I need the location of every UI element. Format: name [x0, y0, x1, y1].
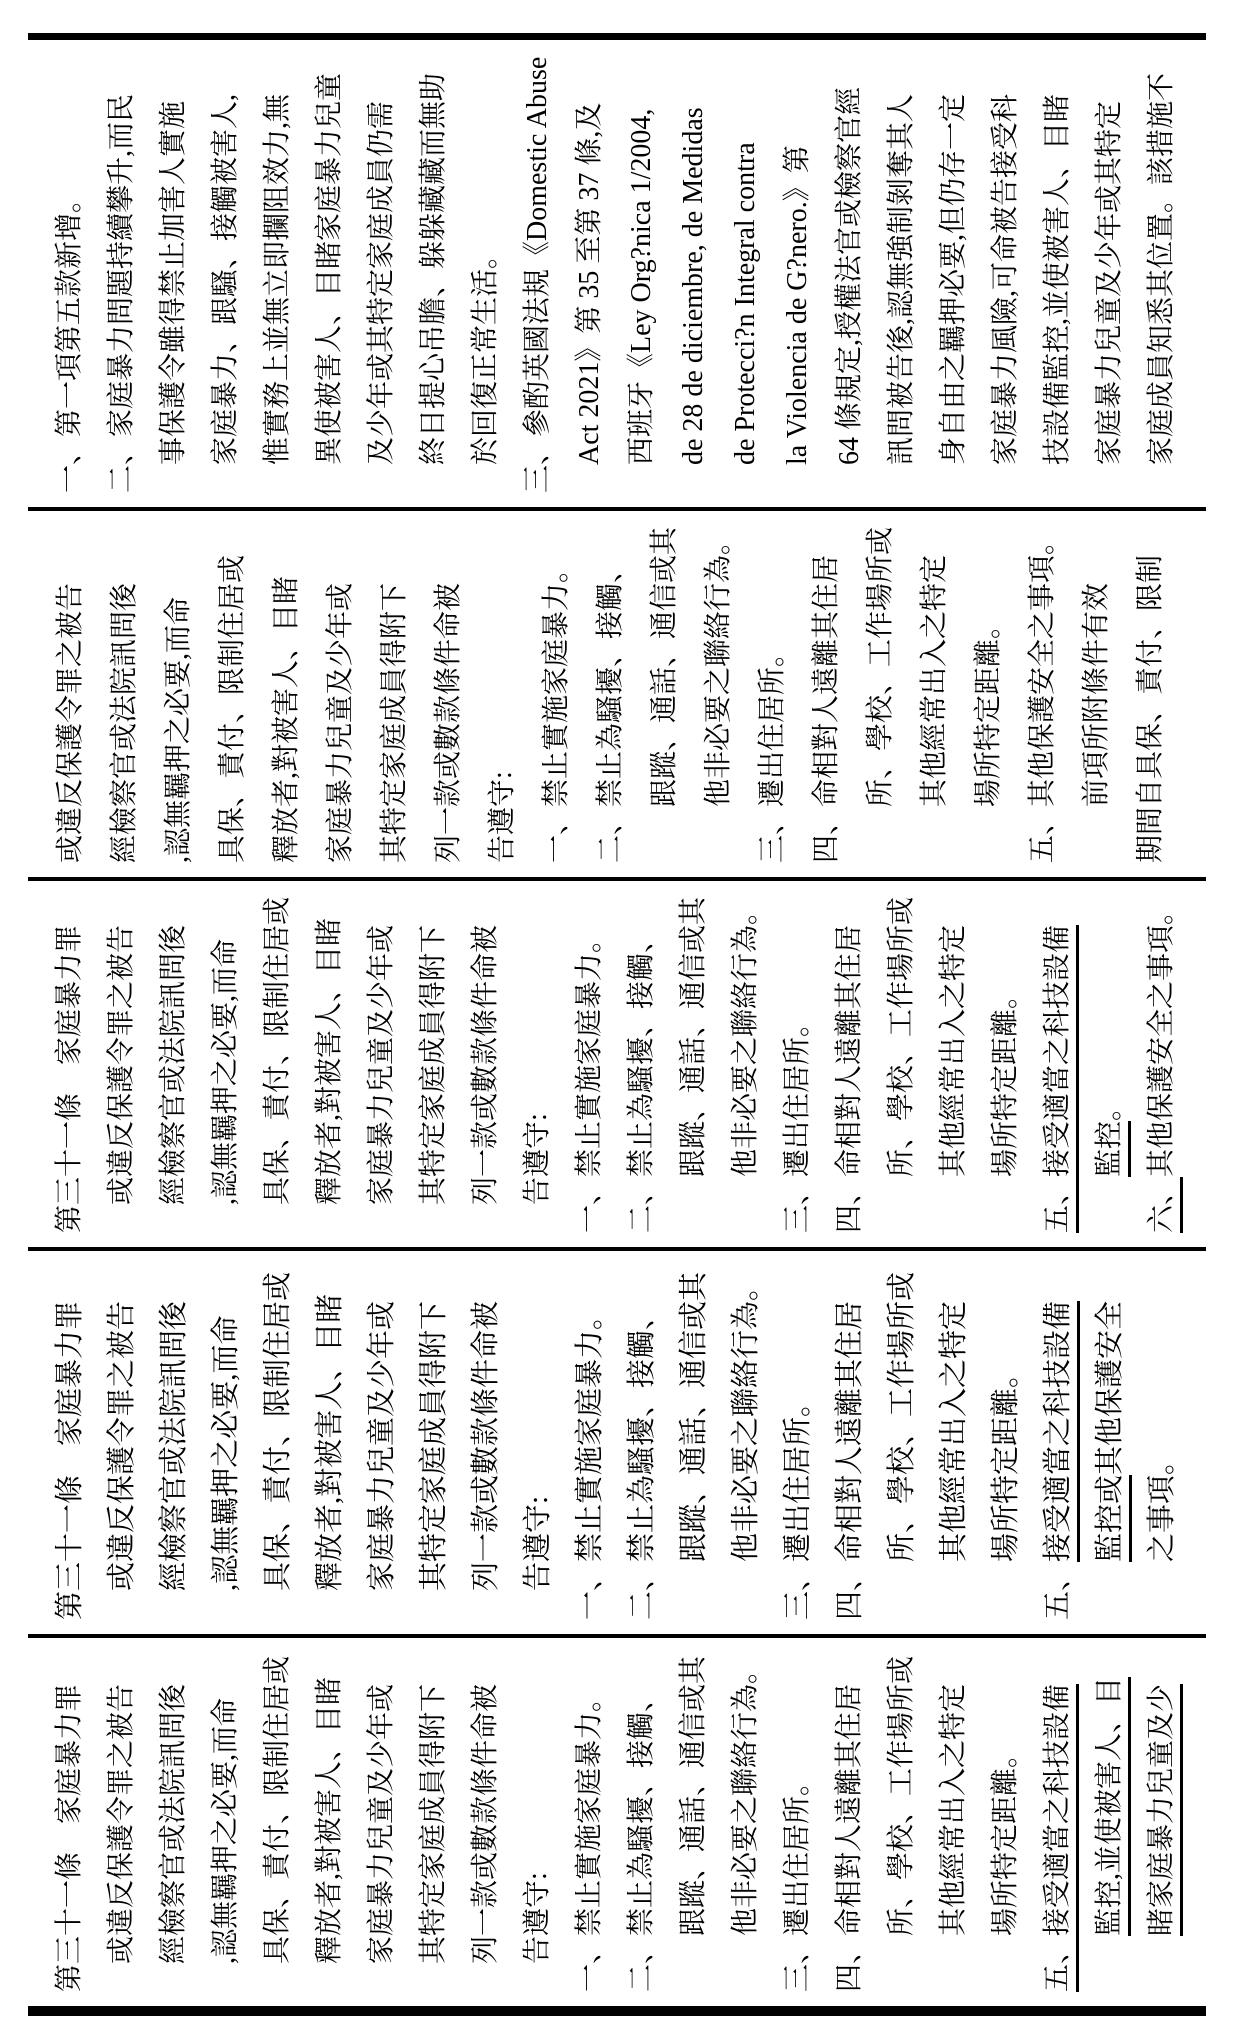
text-line — [1070, 511, 1124, 863]
text-line — [356, 40, 408, 493]
text-line — [692, 511, 746, 863]
text-segment: 告遵守: — [522, 1495, 554, 1620]
text-line — [1124, 511, 1178, 863]
text-segment: 所、學校、工作場所或 — [886, 1271, 918, 1620]
text-line — [356, 1638, 408, 1992]
text-segment: 家庭暴力兒童及少年或 — [366, 924, 397, 1233]
text-segment: 或違反保護令罪之被告 — [106, 1683, 137, 1992]
amended-text-underline: 監控,並使被害人、目 — [1094, 1677, 1131, 1936]
text-line — [1032, 881, 1084, 1233]
text-line — [1084, 1638, 1136, 1992]
text-segment: 或違反保護令罪之被告 — [106, 924, 137, 1233]
text-segment: 具保、責付、限制住居或 — [217, 554, 248, 863]
text-line — [304, 1251, 356, 1620]
text-segment: 他非必要之聯絡行為。 — [730, 1655, 761, 1992]
text-segment: 跟蹤、通話、通信或其 — [649, 526, 680, 863]
text-segment: de Protecci?n Integral contra — [730, 142, 761, 493]
text-segment: 釋放者,對被害人、目睹 — [314, 1293, 346, 1620]
text-line — [148, 1638, 200, 1992]
text-segment: 列一款或數款條件命被 — [433, 582, 464, 863]
text-line — [460, 1638, 512, 1992]
text-segment: de 28 de diciembre, de Medidas — [678, 107, 709, 493]
text-line — [928, 881, 980, 1233]
text-line — [422, 511, 476, 863]
text-segment: 惟實務上並無立即攔阻效力,無 — [262, 93, 293, 493]
text-segment: 二、禁止為騷擾、接觸、 — [626, 1300, 658, 1620]
text-line — [96, 1638, 148, 1992]
text-line — [260, 511, 314, 863]
table-column-current-law — [28, 511, 1206, 877]
text-line — [252, 1638, 304, 1992]
text-line — [1032, 1638, 1084, 1992]
text-line — [980, 1251, 1032, 1620]
text-line — [1136, 40, 1188, 493]
text-line — [876, 881, 928, 1233]
text-line — [928, 40, 980, 493]
text-segment: 其他經常出入之特定 — [938, 924, 969, 1233]
text-line — [962, 511, 1016, 863]
text-segment: 家庭暴力兒童及少年或 — [325, 582, 356, 863]
text-line — [96, 881, 148, 1233]
text-line — [252, 40, 304, 493]
text-line — [616, 881, 668, 1233]
text-line — [616, 1638, 668, 1992]
text-line — [800, 511, 854, 863]
text-segment: 他非必要之聯絡行為。 — [730, 1271, 762, 1620]
text-segment: 所、學校、工作場所或 — [886, 1655, 917, 1992]
text-segment: 其他保護安全之事項。 — [1146, 896, 1177, 1177]
text-segment: 四、命相對人遠離其住居 — [811, 554, 842, 863]
text-segment: 於回復正常生活。 — [470, 240, 501, 493]
text-line — [304, 1638, 356, 1992]
text-line — [1084, 1251, 1136, 1620]
text-line — [980, 881, 1032, 1233]
text-line — [928, 1638, 980, 1992]
text-line — [720, 881, 772, 1233]
text-segment: 列一款或數款條件命被 — [470, 1300, 502, 1620]
text-segment: 跟蹤、通話、通信或其 — [678, 896, 709, 1233]
text-line — [512, 40, 564, 493]
text-line — [44, 40, 96, 493]
text-line — [356, 1251, 408, 1620]
amended-text-underline: 監控 — [1094, 1121, 1131, 1177]
text-segment: 所、學校、工作場所或 — [886, 896, 917, 1233]
text-segment: 三、遷出住居所。 — [757, 638, 788, 863]
text-segment: 五、 — [1042, 1561, 1074, 1620]
text-segment: 家庭暴力、跟騷、接觸被害人, — [210, 93, 241, 493]
text-line — [1136, 881, 1188, 1233]
text-line — [1032, 40, 1084, 493]
text-segment — [1094, 1562, 1126, 1620]
text-line — [1136, 1638, 1188, 1992]
text-segment: 列一款或數款條件命被 — [470, 924, 501, 1233]
text-segment: 所、學校、工作場所或 — [865, 526, 896, 863]
text-segment: 其特定家庭成員得附下 — [418, 1683, 449, 1992]
text-line — [720, 40, 772, 493]
text-line — [1084, 881, 1136, 1233]
amended-text-underline: 五、接受適當之科技設備 — [1042, 1684, 1079, 1992]
text-segment: 他非必要之聯絡行為。 — [730, 896, 761, 1233]
text-segment: 西班牙《Ley Org?nica 1/2004, — [626, 108, 657, 493]
text-line — [1084, 40, 1136, 493]
text-segment: 跟蹤、通話、通信或其 — [678, 1655, 709, 1992]
text-line — [824, 881, 876, 1233]
text-segment: 64 條規定,授權法官或檢察官經 — [834, 86, 865, 493]
text-line — [206, 511, 260, 863]
text-segment: 技設備監控,並使被害人、目睹 — [1042, 93, 1073, 493]
text-line — [876, 1251, 928, 1620]
table-column-proposal-3 — [28, 1638, 1206, 2006]
text-segment: 第三十一條 家庭暴力罪 — [54, 1683, 85, 1992]
text-line — [200, 1638, 252, 1992]
text-segment: 場所特定距離。 — [990, 1358, 1022, 1620]
text-line — [772, 1251, 824, 1620]
text-segment: ,認無羈押之必要,而命 — [210, 1315, 242, 1620]
text-line — [980, 1638, 1032, 1992]
text-segment: 家庭成員知悉其位置。該措施不 — [1146, 72, 1177, 493]
text-segment: 其特定家庭成員得附下 — [418, 924, 449, 1233]
text-segment: 具保、責付、限制住居或 — [262, 896, 293, 1233]
text-segment: 其特定家庭成員得附下 — [418, 1300, 450, 1620]
text-line — [44, 511, 98, 863]
table-column-proposal-2 — [28, 1251, 1206, 1634]
table-border-right — [28, 33, 1206, 40]
text-segment: 其他經常出入之特定 — [938, 1300, 970, 1620]
text-line — [772, 1638, 824, 1992]
text-line — [460, 40, 512, 493]
text-segment: 二、禁止為騷擾、接觸、 — [595, 554, 626, 863]
text-line — [668, 881, 720, 1233]
text-line — [616, 40, 668, 493]
text-segment: 告遵守: — [487, 771, 518, 863]
text-segment: 四、命相對人遠離其住居 — [834, 1683, 865, 1992]
text-line — [512, 1251, 564, 1620]
text-line — [772, 881, 824, 1233]
text-line — [148, 40, 200, 493]
text-segment: 二、禁止為騷擾、接觸、 — [626, 924, 657, 1233]
text-segment: 經檢察官或法院訊問後 — [158, 1683, 189, 1992]
text-segment: 終日提心吊膽、躲躲藏藏而無助 — [418, 72, 449, 493]
text-line — [44, 1638, 96, 1992]
text-segment: 場所特定距離。 — [990, 980, 1021, 1233]
text-segment: 第三十一條 家庭暴力罪 — [54, 1300, 86, 1620]
amended-text-underline: 接受適當之科技設備 — [1042, 1301, 1080, 1562]
text-segment: 場所特定距離。 — [973, 610, 1004, 863]
text-segment: 及少年或其特定家庭成員仍需 — [366, 100, 397, 493]
amended-text-underline: 六、 — [1146, 1177, 1183, 1233]
text-line — [720, 1251, 772, 1620]
text-segment: 四、命相對人遠離其住居 — [834, 924, 865, 1233]
text-line — [824, 1251, 876, 1620]
text-line — [512, 881, 564, 1233]
text-segment: 告遵守: — [522, 1872, 553, 1992]
text-line — [476, 511, 530, 863]
text-line — [512, 1638, 564, 1992]
text-line — [668, 1251, 720, 1620]
text-line — [746, 511, 800, 863]
text-segment: 場所特定距離。 — [990, 1739, 1021, 1992]
text-line — [304, 40, 356, 493]
text-line — [638, 511, 692, 863]
text-line — [772, 40, 824, 493]
text-segment: 之事項。 — [1146, 1445, 1178, 1620]
text-line — [854, 511, 908, 863]
text-segment: 訊問被告後,認無強制剝奪其人 — [886, 93, 917, 493]
text-segment: 事保護令雖得禁止加害人實施 — [158, 100, 189, 493]
text-segment: 五、其他保護安全之事項。 — [1027, 526, 1058, 863]
text-line — [252, 1251, 304, 1620]
text-segment: 一、禁止實施家庭暴力。 — [574, 1300, 606, 1620]
text-segment: 。 — [1094, 1092, 1125, 1121]
text-line — [368, 511, 422, 863]
text-line — [824, 40, 876, 493]
text-segment: 經檢察官或法院訊問後 — [158, 1300, 190, 1620]
text-line — [1136, 1251, 1188, 1620]
text-segment — [1094, 1177, 1125, 1233]
text-segment: 經檢察官或法院訊問後 — [158, 924, 189, 1233]
text-segment: ,認無羈押之必要,而命 — [210, 938, 241, 1233]
text-line — [876, 40, 928, 493]
text-line — [584, 511, 638, 863]
text-segment: 身自由之羈押必要,但仍存一定 — [938, 93, 969, 493]
text-line — [408, 1638, 460, 1992]
text-line — [356, 881, 408, 1233]
text-line — [408, 1251, 460, 1620]
text-segment: 跟蹤、通話、通信或其 — [678, 1271, 710, 1620]
text-segment: 釋放者,對被害人、目睹 — [271, 575, 302, 863]
text-line — [152, 511, 206, 863]
text-line — [98, 511, 152, 863]
text-segment: ,認無羈押之必要,而命 — [210, 1697, 241, 1992]
text-segment: 家庭暴力風險,可命被告接受科 — [990, 93, 1021, 493]
text-segment: 經檢察官或法院訊問後 — [109, 582, 140, 863]
text-line — [1032, 1251, 1084, 1620]
text-line — [200, 40, 252, 493]
text-line — [460, 881, 512, 1233]
text-segment: 其特定家庭成員得附下 — [379, 582, 410, 863]
text-segment: 其他經常出入之特定 — [919, 554, 950, 863]
text-line — [200, 881, 252, 1233]
text-line — [908, 511, 962, 863]
text-line — [148, 1251, 200, 1620]
text-segment: 異使被害人、目睹家庭暴力兒童 — [314, 72, 345, 493]
text-segment — [1146, 1936, 1177, 1992]
text-segment: 具保、責付、限制住居或 — [262, 1271, 294, 1620]
text-segment: 一、禁止實施家庭暴力。 — [574, 1683, 605, 1992]
text-segment: 或違反保護令罪之被告 — [55, 582, 86, 863]
table-border-left — [28, 2006, 1206, 2016]
text-segment: 二、家庭暴力問題持續攀升,而民 — [106, 93, 137, 493]
text-segment: 期間自具保、責付、限制 — [1135, 554, 1166, 863]
text-segment: 或違反保護令罪之被告 — [106, 1300, 138, 1620]
text-segment: 其他保護安全 — [1094, 1300, 1126, 1475]
text-segment: 家庭暴力兒童及少年或 — [366, 1300, 398, 1620]
text-segment: 其他經常出入之特定 — [938, 1683, 969, 1992]
text-segment: 具保、責付、限制住居或 — [262, 1655, 293, 1992]
text-line — [252, 881, 304, 1233]
text-segment — [1094, 1936, 1125, 1992]
text-line — [408, 881, 460, 1233]
text-line — [668, 1638, 720, 1992]
text-line — [980, 40, 1032, 493]
text-segment: 釋放者,對被害人、目睹 — [314, 917, 345, 1233]
text-segment: 二、禁止為騷擾、接觸、 — [626, 1683, 657, 1992]
text-line — [148, 881, 200, 1233]
amended-text-underline: 監控或 — [1094, 1475, 1132, 1562]
amended-text-underline: 五、接受適當之科技設備 — [1042, 925, 1079, 1233]
text-line — [616, 1251, 668, 1620]
text-line — [44, 881, 96, 1233]
text-line — [564, 40, 616, 493]
text-segment: 前項所附條件有效 — [1081, 582, 1112, 863]
text-line — [668, 40, 720, 493]
table-column-proposal-1 — [28, 881, 1206, 1247]
text-line — [44, 1251, 96, 1620]
text-line — [96, 40, 148, 493]
text-segment: 釋放者,對被害人、目睹 — [314, 1676, 345, 1992]
text-segment: 他非必要之聯絡行為。 — [703, 526, 734, 863]
text-segment: 三、遷出住居所。 — [782, 1008, 813, 1233]
text-segment: 三、遷出住居所。 — [782, 1387, 814, 1620]
text-line — [96, 1251, 148, 1620]
text-line — [564, 1251, 616, 1620]
text-line — [564, 1638, 616, 1992]
text-line — [824, 1638, 876, 1992]
text-segment: 一、禁止實施家庭暴力。 — [574, 924, 605, 1233]
text-line — [1016, 511, 1070, 863]
text-segment: 三、參酌英國法規《Domestic Abuse — [522, 56, 553, 493]
text-segment: 四、命相對人遠離其住居 — [834, 1300, 866, 1620]
text-segment: Act 2021》第 35 至第 37 條,及 — [574, 102, 605, 493]
text-segment: 家庭暴力兒童及少年或其特定 — [1094, 100, 1125, 493]
text-line — [530, 511, 584, 863]
table-column-explanation — [28, 40, 1206, 507]
text-segment: 告遵守: — [522, 1113, 553, 1233]
amended-text-underline: 睹家庭暴力兒童及少 — [1146, 1684, 1183, 1936]
text-line — [720, 1638, 772, 1992]
text-line — [314, 511, 368, 863]
text-line — [200, 1251, 252, 1620]
text-line — [928, 1251, 980, 1620]
text-segment: 三、遷出住居所。 — [782, 1767, 813, 1992]
text-line — [408, 40, 460, 493]
text-segment: 一、禁止實施家庭暴力。 — [541, 554, 572, 863]
text-segment: 第三十一條 家庭暴力罪 — [54, 924, 85, 1233]
text-line — [304, 881, 356, 1233]
text-line — [564, 881, 616, 1233]
text-segment: 列一款或數款條件命被 — [470, 1683, 501, 1992]
text-line — [460, 1251, 512, 1620]
text-segment: la Violencia de G?nero.》第 — [782, 145, 813, 493]
text-segment: ,認無羈押之必要,而命 — [163, 596, 194, 863]
text-line — [876, 1638, 928, 1992]
text-segment: 家庭暴力兒童及少年或 — [366, 1683, 397, 1992]
text-segment: 一、第一項第五款新增。 — [54, 184, 85, 493]
